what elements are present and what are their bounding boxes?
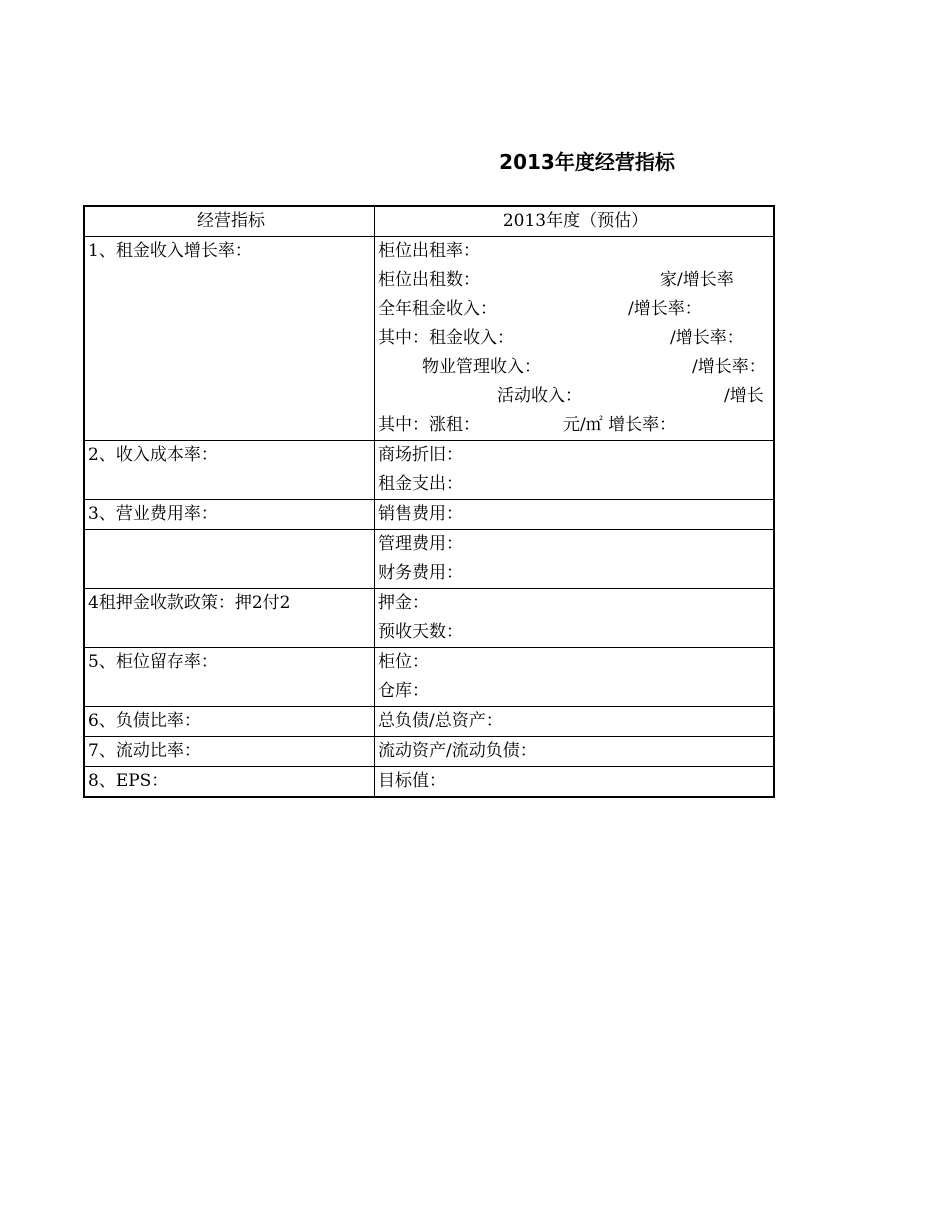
table-row bbox=[84, 648, 774, 707]
row-values-deposit-policy[interactable] bbox=[375, 589, 775, 648]
rent-income-label: 其中：租金收入： bbox=[378, 328, 514, 348]
units-rented-label: 柜位出租数： bbox=[378, 270, 480, 290]
deposit-label: 押金： bbox=[378, 593, 429, 613]
row-label-retention-rate[interactable]: 5、柜位留存率： bbox=[84, 648, 375, 707]
table-row bbox=[84, 530, 774, 589]
indicator-table bbox=[83, 205, 775, 798]
rent-expense-label: 租金支出： bbox=[378, 474, 463, 494]
row-label-empty[interactable] bbox=[84, 530, 375, 589]
row-value-current-ratio[interactable]: 流动资产/流动负债： bbox=[375, 737, 775, 767]
row-label-opex-ratio[interactable]: 3、营业费用率： bbox=[84, 500, 375, 530]
annual-rent-line bbox=[378, 295, 773, 324]
warehouse-label: 仓库： bbox=[378, 681, 429, 701]
row-values-selling-expense[interactable] bbox=[375, 500, 775, 530]
rent-increase-label: 其中：涨租： bbox=[378, 415, 480, 435]
units-rented-line bbox=[378, 266, 773, 295]
occupancy-rate-label: 柜位出租率： bbox=[378, 241, 480, 261]
row-label-current-ratio[interactable]: 7、流动比率： bbox=[84, 737, 375, 767]
occupancy-rate-line bbox=[378, 237, 773, 266]
property-mgmt-label: 物业管理收入： bbox=[422, 357, 541, 377]
table-row bbox=[84, 500, 774, 530]
table-row bbox=[84, 707, 774, 737]
counter-label: 柜位： bbox=[378, 652, 429, 672]
row-label-debt-ratio[interactable]: 6、负债比率： bbox=[84, 707, 375, 737]
header-2013-estimate[interactable]: 2013年度（预估） bbox=[375, 206, 775, 237]
row-label-rent-growth[interactable]: 1、租金收入增长率： bbox=[84, 237, 375, 441]
row-values-cost-ratio[interactable] bbox=[375, 441, 775, 500]
row-values-admin-finance[interactable] bbox=[375, 530, 775, 589]
table-row bbox=[84, 737, 774, 767]
admin-expense-label: 管理费用： bbox=[378, 534, 463, 554]
table-row bbox=[84, 441, 774, 500]
annual-rent-label: 全年租金收入： bbox=[378, 299, 497, 319]
selling-expense-label: 销售费用： bbox=[378, 504, 463, 524]
annual-rent-growth-label: /增长率： bbox=[628, 299, 702, 319]
row-label-deposit-policy[interactable]: 4租押金收款政策：押2付2 bbox=[84, 589, 375, 648]
finance-expense-label: 财务费用： bbox=[378, 563, 463, 583]
event-income-growth-label: /增长 bbox=[724, 386, 764, 406]
row-value-eps[interactable]: 目标值： bbox=[375, 767, 775, 798]
depreciation-label: 商场折旧： bbox=[378, 445, 463, 465]
table-header-row bbox=[84, 206, 774, 237]
row-value-debt-ratio[interactable]: 总负债/总资产： bbox=[375, 707, 775, 737]
row-label-cost-ratio[interactable]: 2、收入成本率： bbox=[84, 441, 375, 500]
sheet-title: 2013年度经营指标 bbox=[499, 150, 675, 174]
property-mgmt-growth-label: /增长率： bbox=[692, 357, 766, 377]
property-mgmt-line bbox=[378, 353, 773, 382]
rent-income-growth-label: /增长率： bbox=[670, 328, 744, 348]
event-income-label: 活动收入： bbox=[497, 386, 582, 406]
row-label-eps[interactable]: 8、EPS： bbox=[84, 767, 375, 798]
units-growth-label: 家/增长率 bbox=[660, 270, 734, 290]
header-indicator[interactable]: 经营指标 bbox=[84, 206, 375, 237]
table-row bbox=[84, 767, 774, 798]
table-row bbox=[84, 589, 774, 648]
advance-days-label: 预收天数： bbox=[378, 622, 463, 642]
row-values-rent-growth[interactable] bbox=[375, 237, 775, 441]
rent-increase-growth-label: 元/㎡ 增长率： bbox=[563, 415, 677, 435]
row-values-retention-rate[interactable] bbox=[375, 648, 775, 707]
rent-increase-line bbox=[378, 411, 773, 440]
event-income-line bbox=[378, 382, 773, 411]
rent-income-line bbox=[378, 324, 773, 353]
table-row bbox=[84, 237, 774, 441]
